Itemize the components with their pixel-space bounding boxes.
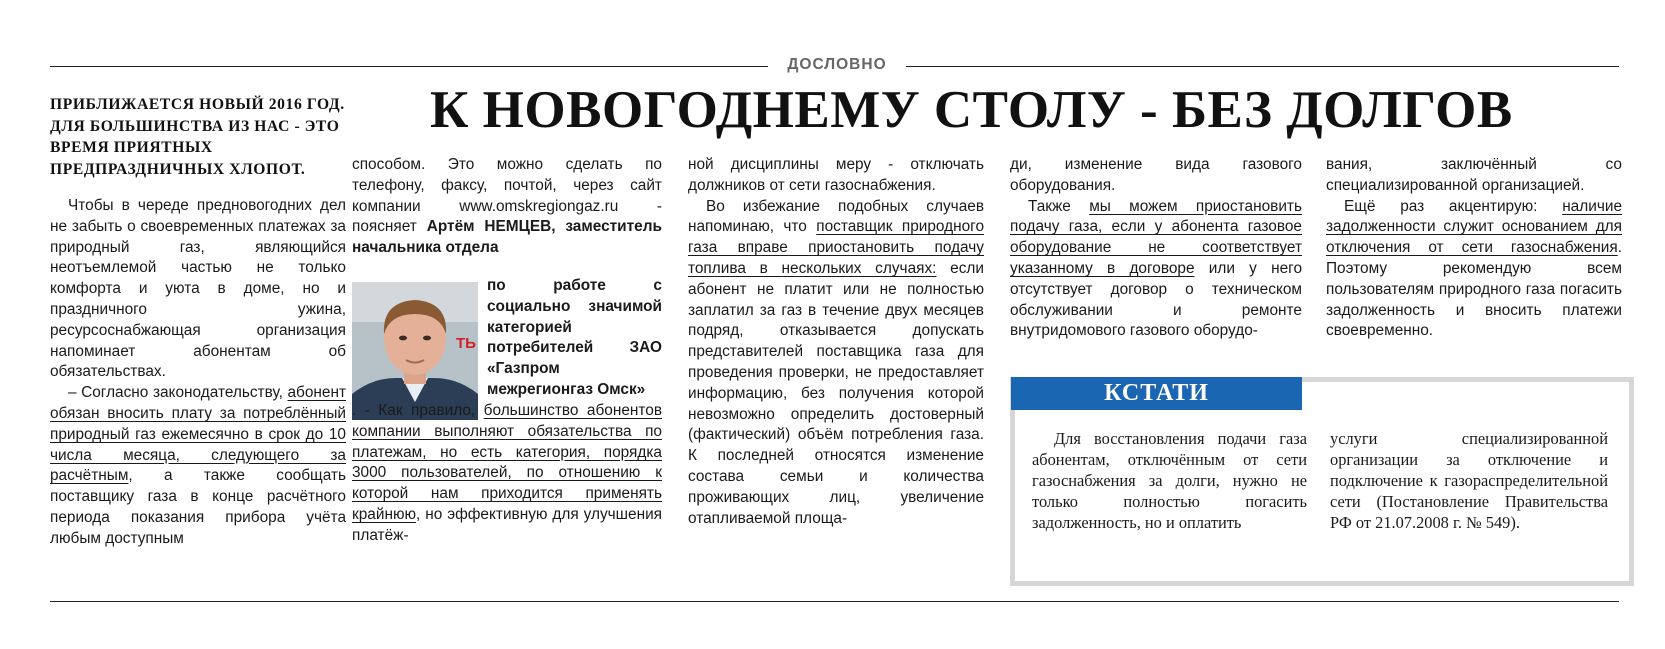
col2-top-text: способом. Это можно сделать по телефону, факсу, почтой, через сайт компании www.omskregiongaz.ru - поясняет: [352, 156, 662, 236]
column-2-top: [352, 155, 662, 259]
column-2-side: [487, 276, 662, 401]
column-5: [1326, 155, 1622, 342]
headline: К НОВОГОДНЕМУ СТОЛУ - БЕЗ ДОЛГОВ: [430, 81, 1513, 139]
col1-paragraph-2: [50, 383, 346, 549]
top-rule-left: [50, 66, 768, 67]
col2-underlined: большинство абонентов компании выполняют обязательства по платежам, но есть категория, порядка 3000 пользователей, по отношению к которой нам приходится применять крайнюю: [352, 402, 662, 523]
sidebar-box-right: услуги специализированной организации за отключение и подключение к газораспределительной сети (Постановление Правительства РФ от 21.07.2008 г. № 549).: [1330, 429, 1608, 532]
col5-paragraph-2: [1326, 197, 1622, 343]
col3-paragraph-2: [688, 197, 984, 530]
speaker-name: Артём НЕМЦЕВ, заместитель начальника отдела: [352, 218, 662, 257]
column-4: [1010, 155, 1302, 342]
lead: ПРИБЛИЖАЕТСЯ НОВЫЙ 2016 ГОД. ДЛЯ БОЛЬШИНСТВА ИЗ НАС - ЭТО ВРЕМЯ ПРИЯТНЫХ ПРЕДПРАЗДНИЧНЫХ ХЛОПОТ.: [50, 96, 345, 178]
col3-p2-start: Во избежание подобных случаев напоминаю, что: [688, 197, 984, 236]
top-rule-right: [906, 66, 1619, 67]
column-1: [50, 196, 346, 550]
photo-caption-fragment: ТЬ: [456, 335, 476, 352]
sidebar-box-left: Для восстановления подачи газа абонентам, отключённым от сети газоснабжения за долги, нужно не только полностью погасить задолженность, но и оплатить: [1032, 429, 1307, 532]
col1-p2-start: – Согласно законодательству,: [68, 384, 288, 402]
col3-paragraph-1: ной дисциплины меру - отключать должников от сети газоснабжения.: [688, 156, 984, 194]
col3-p2-end: если абонент не платит или не полностью заплатил за газ в течение двух месяцев подряд, отказывается допускать представителей поставщика газа для проведения проверки, не предоставляет информацию, без получения которой невозможно определить достоверный (фактический) объём потребления газа. К последней относятся изменение состава семьи и количества проживающих лиц, увеличение отапливаемой площа-: [688, 259, 984, 527]
col4-paragraph-1: ди, изменение вида газового оборудования.: [1010, 156, 1302, 194]
col5-p2-end: . Поэтому рекомендую всем пользователям природного газа погасить задолженность и вносить платежи своевременно.: [1326, 239, 1622, 340]
col1-paragraph-1: Чтобы в череде предновогодних дел не забыть о своевременных платежах за природный газ, являющийся неотъемлемой частью не только комфорта и уюта в доме, но и праздничного ужина, ресурсоснабжающая организация напоминает абонентам об обязательствах.: [50, 197, 346, 381]
col4-p2-start: Также: [1028, 197, 1090, 215]
col4-paragraph-2: [1010, 197, 1302, 343]
portrait-image: [352, 282, 478, 420]
column-3: [688, 155, 984, 529]
col2-paragraph-top: [352, 155, 662, 259]
col1-p2-underlined: абонент обязан вносить плату за потреблённый природный газ ежемесячно в срок до 10 числа месяца, следующего за расчётным: [50, 384, 346, 485]
col4-p2-end: или у него отсутствует договор о техническом обслуживании и ремонте внутридомового газового оборудо-: [1010, 259, 1302, 340]
col2-end: , но эффективную для улучшения платёж-: [352, 505, 662, 544]
speaker-photo: [352, 282, 478, 420]
col4-p2-underlined: мы можем приостановить подачу газа, если у абонента газовое оборудование не соответствует указанному в договоре: [1010, 197, 1302, 277]
bottom-rule: [50, 601, 1619, 602]
col5-paragraph-1: вания, заключённый со специализированной организацией.: [1326, 156, 1622, 194]
col3-p2-underlined: поставщик природного газа вправе приостановить подачу топлива в нескольких случаях:: [688, 218, 985, 277]
col5-p2-start: Ещё раз акцентирую:: [1344, 197, 1563, 215]
col1-p2-end: , а также сообщать поставщику газа в конце расчётного периода показания прибора учёта любым доступным: [50, 467, 346, 547]
speaker-department: по работе с социально значимой категорией потребителей ЗАО «Газпром межрегионгаз Омск»: [487, 277, 662, 398]
col5-p2-underlined: наличие задолженности служит основанием для отключения от сети газоснабжения: [1326, 197, 1622, 257]
column-2-bottom: [352, 401, 662, 547]
rubric: ДОСЛОВНО: [772, 56, 902, 74]
sidebar-box-title: КСТАТИ: [1104, 380, 1209, 406]
col2-side-tail: . - Как правило,: [352, 402, 484, 419]
col2-paragraph-bottom: [352, 401, 662, 547]
